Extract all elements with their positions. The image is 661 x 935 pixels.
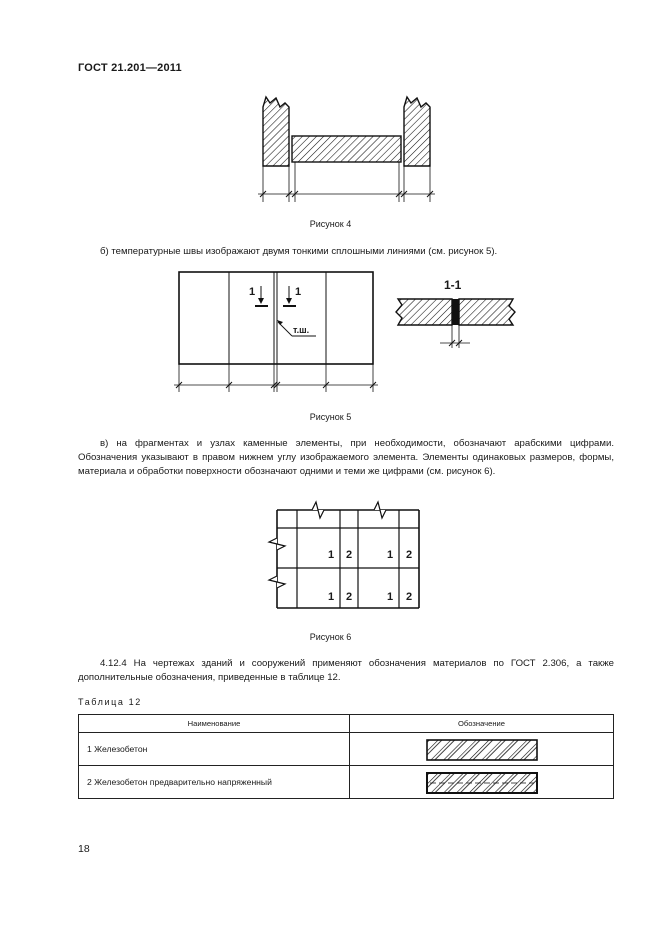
material-name: 2 Железобетон предварительно напряженный	[79, 766, 350, 799]
element-label: 2	[406, 549, 413, 561]
table-header-row	[79, 715, 614, 733]
prestressed-concrete-hatch-icon	[426, 772, 538, 792]
table-row	[79, 766, 614, 799]
figure-4-caption: Рисунок 4	[309, 219, 352, 229]
column-header-symbol: Обозначение	[350, 715, 614, 733]
element-label: 1	[387, 591, 394, 603]
seam-label: т.ш.	[293, 325, 310, 335]
element-label: 2	[406, 591, 413, 603]
document-header: ГОСТ 21.201—2011	[78, 62, 182, 74]
paragraph-4-12-4-text: 4.12.4 На чертежах зданий и сооружений применяют обозначения материалов по ГОСТ 2.306, а также дополнительные обозначения, приведенные в таблице 12.	[78, 658, 614, 683]
table-title: Таблица 12	[78, 697, 142, 707]
figure-6-caption: Рисунок 6	[309, 632, 352, 642]
section-title: 1-1	[444, 278, 462, 292]
element-label: 1	[387, 549, 394, 561]
element-label: 1	[328, 591, 335, 603]
material-symbol-cell	[350, 733, 614, 766]
figure-5-caption: Рисунок 5	[309, 412, 352, 422]
element-label: 1	[328, 549, 335, 561]
column-header-name: Наименование	[79, 715, 350, 733]
element-label: 2	[346, 591, 353, 603]
paragraph-4-12-4	[78, 657, 614, 685]
table-row	[79, 733, 614, 766]
paragraph-v-text: в) на фрагментах и узлах каменные элементы, при необходимости, обозначают арабскими цифрами. Обозначения указывают в правом нижнем углу изображаемого элемента. Элементы одинаковых размеров, формы, материала и обработки поверхности обозначают одними и теми же цифрами (см. рисунок 6).	[78, 438, 614, 477]
element-label: 2	[346, 549, 353, 561]
materials-table	[78, 714, 614, 799]
page-number: 18	[78, 843, 90, 855]
material-symbol-cell	[350, 766, 614, 799]
reinforced-concrete-hatch-icon	[426, 739, 538, 759]
paragraph-b: б) температурные швы изображают двумя тонкими сплошными линиями (см. рисунок 5).	[100, 246, 498, 257]
section-mark-right: 1	[295, 286, 302, 298]
section-mark-left: 1	[249, 286, 256, 298]
material-name: 1 Железобетон	[79, 733, 350, 766]
